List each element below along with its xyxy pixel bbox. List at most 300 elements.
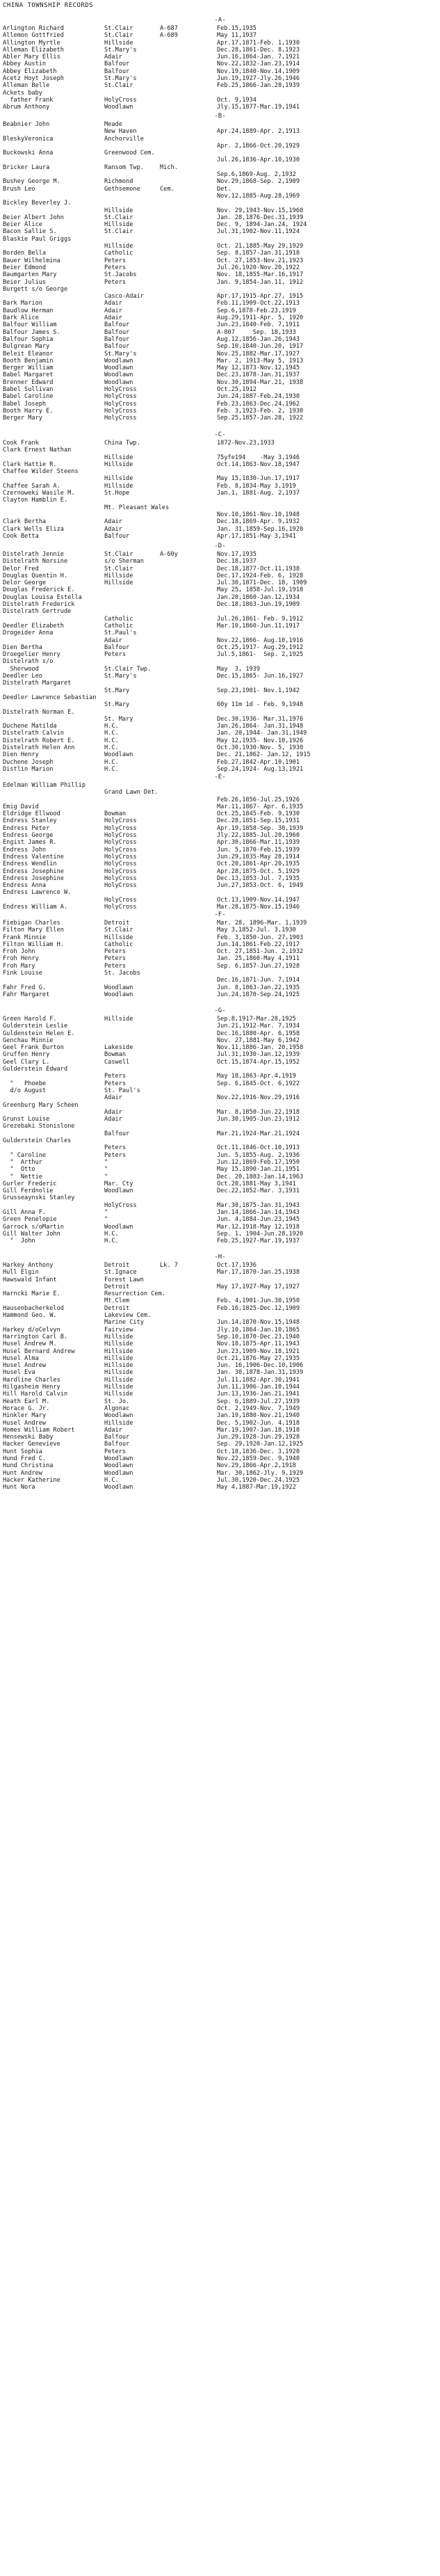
section-heading bbox=[0, 430, 440, 440]
record-row bbox=[0, 393, 440, 400]
record-name: father Frank bbox=[3, 96, 54, 104]
record-name: Hacker Genevieve bbox=[3, 1441, 60, 1448]
record-name: Endress Josephine bbox=[3, 867, 64, 875]
record-row bbox=[0, 970, 440, 977]
record-row bbox=[0, 730, 440, 737]
record-dates: Oct. 2,1949-Nov. 7,1949 bbox=[217, 1405, 300, 1412]
record-name: Hinkler Mary bbox=[3, 1412, 47, 1420]
record-cemetery: HolyCross bbox=[104, 817, 137, 825]
record-name: Bauer Wilhelmina bbox=[3, 257, 60, 264]
record-name: Distlin Marion bbox=[3, 765, 54, 773]
record-rows bbox=[0, 782, 440, 911]
record-cemetery: Caswell bbox=[104, 1058, 130, 1066]
record-row bbox=[0, 415, 440, 422]
record-cemetery: Woodlawn bbox=[104, 1455, 133, 1463]
record-name: Douglas Louisa Estella bbox=[3, 593, 82, 601]
section-d bbox=[0, 541, 440, 773]
record-name: Froh Henry bbox=[3, 955, 39, 963]
record-cemetery: Hillside bbox=[104, 572, 133, 579]
record-row bbox=[0, 90, 440, 97]
record-rows bbox=[0, 920, 440, 998]
record-row bbox=[0, 164, 440, 171]
record-name: Bulgrean Mary bbox=[3, 343, 50, 351]
record-row bbox=[0, 1297, 440, 1304]
record-cemetery: HolyCross bbox=[104, 385, 137, 393]
record-dates: May 3,1852-Jul. 3,1930 bbox=[217, 927, 296, 934]
record-name: Babel Joseph bbox=[3, 400, 47, 408]
section-heading bbox=[0, 111, 440, 121]
record-row bbox=[0, 440, 440, 447]
section-letter: -F- bbox=[214, 911, 226, 918]
record-cemetery: Adair bbox=[104, 518, 122, 526]
record-row bbox=[0, 1269, 440, 1276]
record-row bbox=[0, 1348, 440, 1355]
record-row bbox=[0, 490, 440, 497]
record-dates: Oct.25,1845-Feb. 9,1930 bbox=[217, 810, 300, 818]
record-cemetery: HolyCross bbox=[104, 393, 137, 401]
record-row bbox=[0, 157, 440, 163]
record-dates: May 15,1890-Jan.21,1951 bbox=[217, 1166, 300, 1174]
record-dates: Feb.25,1866-Jan.28,1939 bbox=[217, 82, 300, 90]
record-name: Bark Alice bbox=[3, 314, 39, 322]
record-dates: Sep. 6,1845-Oct. 6,1922 bbox=[217, 1080, 300, 1087]
record-dates: Jan. 31,1859-Sep.16,1920 bbox=[217, 525, 304, 533]
record-name: Hensewski Baby bbox=[3, 1434, 54, 1441]
record-dates: Oct.21,1876-May 27,1935 bbox=[217, 1354, 300, 1362]
record-cemetery: H.C. bbox=[104, 1238, 119, 1245]
record-dates: Dec. 20,1883-Jan.14,1963 bbox=[217, 1173, 304, 1181]
record-dates: Oct.11,1846-Oct.10,1913 bbox=[217, 1144, 300, 1152]
record-name: Endress George bbox=[3, 832, 54, 840]
record-name: Allington Myrtle bbox=[3, 39, 60, 47]
record-cemetery: Adair bbox=[104, 1426, 122, 1434]
record-dates: Jul.26,1861- Feb. 9,1912 bbox=[217, 615, 304, 623]
record-name: Distelrath Jennie bbox=[3, 551, 64, 558]
record-name: Abrum Anthony bbox=[3, 104, 50, 111]
record-cemetery: HolyCross bbox=[104, 896, 137, 904]
record-dates: Dec. 9, 1894-Jan.24, 1924 bbox=[217, 221, 307, 229]
record-dates: Apr.19,1858-Sep. 30,1939 bbox=[217, 824, 304, 832]
record-row bbox=[0, 687, 440, 694]
record-row bbox=[0, 1369, 440, 1376]
record-cemetery: Lakeside bbox=[104, 1044, 133, 1052]
record-cemetery: Peters bbox=[104, 955, 127, 963]
record-dates: Jun. 4,1884-Jun.23,1945 bbox=[217, 1216, 300, 1224]
record-name: " Otto bbox=[3, 1166, 35, 1174]
record-dates: Dec.16,1880-Apr. 6,1958 bbox=[217, 1030, 300, 1037]
record-dates: Nov.17,1935 bbox=[217, 551, 256, 558]
record-cemetery: HolyCross bbox=[104, 904, 137, 911]
record-cemetery: H.C. bbox=[104, 737, 119, 744]
record-section: Lk. 7 bbox=[160, 1262, 178, 1269]
record-cemetery: Peters bbox=[104, 1448, 127, 1455]
record-dates: Sep.8,1917-Mar.28,1925 bbox=[217, 1016, 296, 1023]
section-heading bbox=[0, 1252, 440, 1262]
record-cemetery: HolyCross bbox=[104, 874, 137, 882]
record-name: Dien Bertha bbox=[3, 643, 42, 651]
record-dates: Jly.22,1885-Jul.20,1960 bbox=[217, 832, 300, 840]
record-cemetery: HolyCross bbox=[104, 846, 137, 854]
record-cemetery: Hillside bbox=[104, 1391, 133, 1398]
record-row bbox=[0, 1262, 440, 1269]
record-name: Arlington Richard bbox=[3, 25, 64, 32]
record-cemetery: Hillside bbox=[104, 461, 133, 468]
record-row bbox=[0, 651, 440, 658]
record-cemetery: Casco-Adair bbox=[104, 293, 144, 301]
record-cemetery: Woodlawn bbox=[104, 991, 133, 998]
record-row bbox=[0, 1283, 440, 1290]
record-row bbox=[0, 68, 440, 75]
record-dates: Mar.28,1875-Nov.15,1946 bbox=[217, 904, 300, 911]
record-dates: Oct.15,1874-Apr.15,1952 bbox=[217, 1058, 300, 1066]
record-name: Endress Lawrence W. bbox=[3, 889, 72, 897]
record-dates: Feb. 4,1901-Jun.30,1950 bbox=[217, 1297, 300, 1305]
record-row bbox=[0, 666, 440, 673]
record-dates: Jan. 20,1944- Jan.31,1949 bbox=[217, 730, 307, 737]
record-name: Burgett s/o George bbox=[3, 285, 68, 293]
record-dates: Jun.24,1870-Sep.24,1925 bbox=[217, 991, 300, 998]
record-name: Hacker Katherine bbox=[3, 1476, 60, 1484]
record-row bbox=[0, 1109, 440, 1116]
record-dates: Apr.28,1875-Oct. 5,1929 bbox=[217, 867, 300, 875]
record-cemetery: Hillside bbox=[104, 934, 133, 941]
record-cemetery: Mar. Cty bbox=[104, 1180, 133, 1187]
record-row bbox=[0, 1290, 440, 1297]
record-dates: Apr. 2,1866-Oct.20,1929 bbox=[217, 142, 300, 150]
record-row bbox=[0, 623, 440, 630]
record-cemetery: Adair bbox=[104, 1108, 122, 1116]
record-cemetery: Hillside bbox=[104, 482, 133, 490]
record-dates: Jul.5,1861- Sep. 2,1925 bbox=[217, 651, 304, 659]
record-dates: 75yfe194 -May 3,1946 bbox=[217, 454, 300, 461]
record-dates: Oct. 27,1853-Nov.21,1923 bbox=[217, 257, 304, 264]
record-name: Distelrath Norman E. bbox=[3, 708, 75, 716]
record-cemetery: Adair bbox=[104, 1094, 122, 1102]
record-row bbox=[0, 1130, 440, 1137]
record-cemetery: Peters bbox=[104, 278, 127, 286]
record-dates: Sep. 6,1857-Jun.27,1928 bbox=[217, 962, 300, 970]
record-name: Husel Andrew bbox=[3, 1419, 47, 1427]
record-name: Abbey Austin bbox=[3, 61, 47, 68]
record-name: Husel Alma bbox=[3, 1354, 39, 1362]
record-cemetery: Woodlawn bbox=[104, 751, 133, 759]
record-dates: Jul.11,1882-Apr.30,1941 bbox=[217, 1376, 300, 1384]
record-cemetery: Hillside bbox=[104, 1384, 133, 1391]
record-dates: Nov.11,1886-Jan. 20,1958 bbox=[217, 1044, 304, 1052]
record-cemetery: St.Ignace bbox=[104, 1269, 137, 1277]
record-cemetery: New Haven bbox=[104, 128, 137, 136]
record-name: Frank Minnie bbox=[3, 934, 47, 941]
record-rows bbox=[0, 121, 440, 422]
record-name: Hilgasheim Henry bbox=[3, 1384, 60, 1391]
record-name: Fiebigan Charles bbox=[3, 920, 60, 927]
record-name: Bacon Sallie S. bbox=[3, 228, 57, 236]
record-row bbox=[0, 644, 440, 651]
record-dates: Oct.20,1881-May 3,1941 bbox=[217, 1180, 296, 1187]
record-row bbox=[0, 468, 440, 475]
record-row bbox=[0, 934, 440, 941]
record-cemetery: Balfour bbox=[104, 321, 130, 329]
record-cemetery: Hillside bbox=[104, 1362, 133, 1370]
record-cemetery: Peters bbox=[104, 948, 127, 956]
record-row bbox=[0, 97, 440, 104]
record-name: Hunt Nora bbox=[3, 1484, 35, 1491]
section-a bbox=[0, 15, 440, 111]
record-cemetery: HolyCross bbox=[104, 96, 137, 104]
record-row bbox=[0, 1277, 440, 1283]
record-dates: Jly.10,1864-Jan.10,1865 bbox=[217, 1326, 300, 1334]
record-cemetery: HolyCross bbox=[104, 824, 137, 832]
record-name: Endress Peter bbox=[3, 824, 50, 832]
section-e bbox=[0, 772, 440, 911]
record-cemetery: Peters bbox=[104, 257, 127, 264]
record-cemetery: Balfour bbox=[104, 532, 130, 540]
record-name: Edelman William Phillip bbox=[3, 782, 85, 789]
record-dates: Jun.14,1870-Nov.15,1948 bbox=[217, 1319, 300, 1327]
record-row bbox=[0, 566, 440, 573]
record-dates: Jun.30,1905-Jun.23,1912 bbox=[217, 1116, 300, 1123]
record-name: Clark Hattie R. bbox=[3, 461, 57, 468]
record-row bbox=[0, 533, 440, 540]
record-cemetery: " bbox=[104, 1166, 108, 1174]
record-row bbox=[0, 868, 440, 875]
record-row bbox=[0, 193, 440, 200]
record-rows bbox=[0, 1016, 440, 1245]
record-rows bbox=[0, 25, 440, 111]
record-section: A-687 bbox=[160, 25, 178, 32]
record-section: A-689 bbox=[160, 32, 178, 40]
record-dates: Sep. 1, 1904-Jun.28,1920 bbox=[217, 1230, 304, 1238]
record-row bbox=[0, 803, 440, 810]
record-cemetery: HolyCross bbox=[104, 867, 137, 875]
record-name: Abbey Elizabeth bbox=[3, 67, 57, 75]
record-row bbox=[0, 920, 440, 927]
record-row bbox=[0, 737, 440, 744]
record-cemetery: St.Mary's bbox=[104, 350, 137, 358]
record-dates: Dec.18,1937 bbox=[217, 558, 256, 566]
record-dates: Mar. 2, 1913-May 5, 1913 bbox=[217, 357, 304, 365]
record-dates: Mar.17,1870-Jan.25,1938 bbox=[217, 1269, 300, 1277]
record-name: Deedler Leo bbox=[3, 673, 42, 680]
record-name: Greenburg Mary Scheen bbox=[3, 1101, 79, 1109]
record-cemetery: Woodlawn bbox=[104, 1412, 133, 1420]
record-name: Gulderstein Edward bbox=[3, 1066, 68, 1073]
record-row bbox=[0, 1174, 440, 1181]
record-name: Clark Bertha bbox=[3, 518, 47, 526]
record-name: Filton William H. bbox=[3, 941, 64, 948]
record-cemetery: Hillside bbox=[104, 1419, 133, 1427]
record-cemetery: s/o Sherman bbox=[104, 558, 144, 566]
record-row bbox=[0, 579, 440, 586]
record-name: Cook Betta bbox=[3, 532, 39, 540]
record-dates: Feb.16,1825-Dec.12,1909 bbox=[217, 1304, 300, 1312]
record-cemetery: Woodlawn bbox=[104, 371, 133, 379]
record-cemetery: Balfour bbox=[104, 328, 130, 336]
record-cemetery: Algonac bbox=[104, 1405, 130, 1412]
record-name: Homes William Robert bbox=[3, 1426, 75, 1434]
record-name: Alleman Elizabeth bbox=[3, 46, 64, 54]
record-cemetery: H.C. bbox=[104, 723, 119, 730]
record-name: Guldenstein Helen E. bbox=[3, 1030, 75, 1037]
record-cemetery: Peters bbox=[104, 1144, 127, 1152]
record-dates: Mar. 28, 1896-Mar. 1,1939 bbox=[217, 920, 307, 927]
record-row bbox=[0, 300, 440, 307]
record-dates: Dec. 21,1862- Jan.12, 1915 bbox=[217, 751, 311, 759]
record-name: Bricker Laura bbox=[3, 163, 50, 171]
record-dates: Sep.10,1870-Dec.23,1940 bbox=[217, 1333, 300, 1341]
record-row bbox=[0, 1166, 440, 1173]
record-row bbox=[0, 1144, 440, 1151]
record-row bbox=[0, 782, 440, 789]
record-dates: Jun.23,1840-Feb. 7,1911 bbox=[217, 321, 300, 329]
record-row bbox=[0, 228, 440, 235]
record-name: Grunst Louise bbox=[3, 1116, 50, 1123]
record-cemetery: " bbox=[104, 1158, 108, 1166]
record-cemetery: Woodlawn bbox=[104, 1462, 133, 1470]
record-rows bbox=[0, 1262, 440, 1491]
record-dates: Sep. 8,1857-Jan.31,1918 bbox=[217, 250, 300, 257]
record-cemetery: Hillside bbox=[104, 1016, 133, 1023]
record-cemetery: St.Jacobs bbox=[104, 271, 137, 279]
record-cemetery: St.Clair bbox=[104, 565, 133, 573]
record-row bbox=[0, 1116, 440, 1123]
record-row bbox=[0, 941, 440, 948]
record-cemetery: Hillside bbox=[104, 221, 133, 229]
record-cemetery: Woodlawn bbox=[104, 1469, 133, 1477]
record-dates: Jun.24,1887-Feb.24,1930 bbox=[217, 393, 300, 401]
record-dates: May 3, 1939 bbox=[217, 665, 261, 673]
record-name: Horace G. Jr. bbox=[3, 1405, 50, 1412]
record-row bbox=[0, 461, 440, 468]
record-name: " Phoebe bbox=[3, 1080, 47, 1087]
record-section: Cem. bbox=[160, 185, 174, 193]
record-cemetery: Woodlawn bbox=[104, 365, 133, 372]
record-row bbox=[0, 386, 440, 393]
record-dates: Dec.30,1936- Mar.31,1976 bbox=[217, 715, 304, 723]
record-dates: Dec.15,1865- Jun.16,1927 bbox=[217, 673, 304, 680]
record-name: Borden Bella bbox=[3, 250, 47, 257]
record-dates: Oct.25,1912 bbox=[217, 385, 256, 393]
record-name: Brush Leo bbox=[3, 185, 35, 193]
record-row bbox=[0, 854, 440, 861]
record-dates: Nov.22,1916-Nov.29,1916 bbox=[217, 1094, 300, 1102]
record-row bbox=[0, 329, 440, 336]
record-row bbox=[0, 861, 440, 867]
record-cemetery: Fairview bbox=[104, 1326, 133, 1334]
record-dates: Feb. 3,1923-Feb. 2, 1930 bbox=[217, 407, 304, 415]
record-name: Balfour William bbox=[3, 321, 57, 329]
record-name: Endress John bbox=[3, 846, 47, 854]
record-dates: Oct.20,1861-Apr.20,1935 bbox=[217, 861, 300, 868]
record-name: Fahr Fred G. bbox=[3, 984, 47, 991]
record-name: Chaffee Wilder Steens bbox=[3, 468, 79, 476]
record-row bbox=[0, 723, 440, 730]
record-name: Geel Frank Burton bbox=[3, 1044, 64, 1052]
record-dates: Jun.14,1861-Feb.22,1917 bbox=[217, 941, 300, 948]
record-cemetery: Meade bbox=[104, 121, 122, 128]
record-row bbox=[0, 1159, 440, 1166]
record-cemetery: Forest Lawn bbox=[104, 1276, 144, 1283]
record-name: Gruffen Henry bbox=[3, 1051, 50, 1059]
record-row bbox=[0, 1412, 440, 1419]
record-row bbox=[0, 526, 440, 533]
record-dates: Jun.16,1864-Jan. 7,1921 bbox=[217, 54, 300, 61]
section-f bbox=[0, 910, 440, 998]
record-row bbox=[0, 1470, 440, 1477]
record-name: Booth Benjamin bbox=[3, 357, 54, 365]
record-dates: Apr.17,1915-Apr.27, 1915 bbox=[217, 293, 304, 301]
record-name: Hund Fred C. bbox=[3, 1455, 47, 1463]
record-cemetery: Detroit bbox=[104, 1304, 130, 1312]
record-cemetery: Balfour bbox=[104, 343, 130, 351]
section-letter: -C- bbox=[214, 431, 226, 438]
record-dates: Jul.31,1930-Jan.12,1939 bbox=[217, 1051, 300, 1059]
record-cemetery: HolyCross bbox=[104, 839, 137, 847]
record-row bbox=[0, 511, 440, 518]
record-dates: Apr.17,1871-Feb. 1,1930 bbox=[217, 39, 300, 47]
record-row bbox=[0, 1448, 440, 1455]
record-cemetery: H.C. bbox=[104, 765, 119, 773]
record-cemetery: Greenwood Cem. bbox=[104, 150, 155, 157]
record-cemetery: St. Mary bbox=[104, 715, 133, 723]
record-row bbox=[0, 1238, 440, 1245]
record-dates: Apr.24,1889-Apr. 2,1913 bbox=[217, 128, 300, 136]
record-row bbox=[0, 789, 440, 796]
record-name: Husel Andrew M. bbox=[3, 1341, 57, 1348]
record-cemetery: St.Mary bbox=[104, 687, 130, 694]
record-dates: Jan.1, 1881-Aug. 2,1937 bbox=[217, 490, 300, 497]
record-name: Dien Henry bbox=[3, 751, 39, 759]
record-dates: Jun.27,1853-Oct. 6, 1949 bbox=[217, 882, 304, 890]
record-row bbox=[0, 1187, 440, 1194]
record-cemetery: St.Clair bbox=[104, 82, 133, 90]
record-row bbox=[0, 150, 440, 157]
record-row bbox=[0, 250, 440, 257]
record-row bbox=[0, 1455, 440, 1462]
record-row bbox=[0, 839, 440, 846]
record-row bbox=[0, 608, 440, 615]
record-dates: Sep.24,1924- Aug.13,1921 bbox=[217, 765, 304, 773]
record-name: " Arthur bbox=[3, 1158, 42, 1166]
record-name: Clayton Hamblin E. bbox=[3, 497, 68, 504]
record-cemetery: Ransom Twp. bbox=[104, 163, 144, 171]
record-name: Berger William bbox=[3, 365, 54, 372]
record-cemetery: Adair bbox=[104, 1116, 122, 1123]
record-name: Gill Walter John bbox=[3, 1230, 60, 1238]
record-row bbox=[0, 1123, 440, 1130]
record-dates: Jly.15,1877-Mar.19,1941 bbox=[217, 104, 300, 111]
record-row bbox=[0, 1051, 440, 1058]
record-row bbox=[0, 293, 440, 300]
record-name: Endress Anna bbox=[3, 882, 47, 890]
record-name: Buckowski Anna bbox=[3, 150, 54, 157]
record-row bbox=[0, 817, 440, 824]
record-row bbox=[0, 236, 440, 243]
record-row bbox=[0, 1427, 440, 1434]
record-row bbox=[0, 75, 440, 82]
record-cemetery: St.Clair bbox=[104, 228, 133, 236]
record-cemetery: Hillside bbox=[104, 475, 133, 483]
record-dates: Nov.18,1875-Apr.11,1943 bbox=[217, 1341, 300, 1348]
record-name: Droegelier Henry bbox=[3, 651, 60, 659]
record-cemetery: H.C. bbox=[104, 730, 119, 737]
record-dates: Jan. 25,1860-May 4,1911 bbox=[217, 955, 300, 963]
record-dates: Jul.30,1871-Dec. 18, 1909 bbox=[217, 579, 307, 587]
record-row bbox=[0, 1420, 440, 1427]
record-row bbox=[0, 518, 440, 525]
record-dates: Oct. 27,1851-Jun. 2,1932 bbox=[217, 948, 304, 956]
record-dates: Jul.26,1920-Nov.20,1922 bbox=[217, 264, 300, 271]
